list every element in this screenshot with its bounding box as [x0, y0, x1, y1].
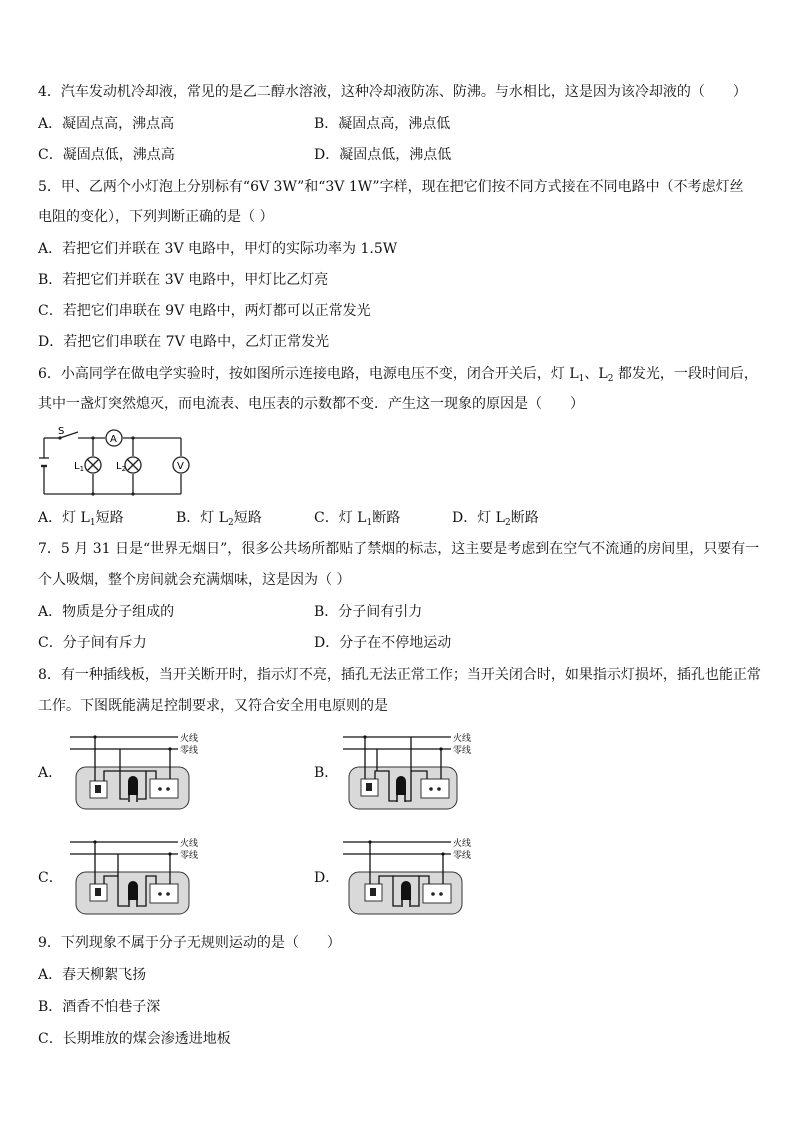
q4-option-d: D．凝固点低，沸点低 — [314, 147, 452, 163]
svg-text:火线: 火线 — [453, 839, 472, 849]
q5-stem-line1: 5．甲、乙两个小灯泡上分别标有“6V 3W”和“3V 1W”字样，现在把它们按不同方式接在不同电路中（不考虑灯丝 — [38, 179, 744, 195]
voltmeter-label: V — [177, 461, 184, 472]
q8-option-d-label: D． — [314, 870, 340, 886]
q7-option-d: D．分子在不停地运动 — [314, 635, 452, 651]
q4-option-c: C．凝固点低，沸点高 — [38, 147, 175, 163]
q9-option-a: A．春天柳絮飞扬 — [38, 967, 147, 983]
q6-option-c: C．灯 $L_1$断路 — [314, 510, 401, 528]
q9-option-b: B．酒香不怕巷子深 — [38, 999, 161, 1015]
q4-option-a: A．凝固点高，沸点高 — [38, 116, 175, 132]
q7-stem-line1: 7．5 月 31 日是“世界无烟日”，很多公共场所都贴了禁烟的标志，这主要是考虑到在空气不流通的房间里，只要有一 — [38, 541, 760, 557]
ammeter-label: A — [110, 434, 117, 445]
q9-stem: 9．下列现象不属于分子无规则运动的是（ ） — [38, 935, 341, 951]
power-strip-diagram-b — [343, 729, 493, 813]
q4-option-b: B．凝固点高，沸点低 — [314, 116, 451, 132]
q5-option-c: C．若把它们串联在 9V 电路中，两灯都可以正常发光 — [38, 303, 371, 319]
svg-text:火线: 火线 — [453, 734, 472, 744]
q6-stem-line2: 其中一盏灯突然熄灭，而电流表、电压表的示数都不变．产生这一现象的原因是（ ） — [38, 396, 584, 412]
svg-text:零线: 零线 — [180, 851, 199, 861]
q8-stem-line2: 工作。下图既能满足控制要求，又符合安全用电原则的是 — [38, 698, 388, 714]
q8-option-a-label: A． — [38, 765, 63, 781]
svg-text:火线: 火线 — [180, 839, 199, 849]
q7-option-a: A．物质是分子组成的 — [38, 604, 175, 620]
q5-option-a: A．若把它们并联在 3V 电路中，甲灯的实际功率为 1.5W — [38, 241, 398, 257]
svg-text:零线: 零线 — [453, 746, 472, 756]
svg-text:火线: 火线 — [180, 734, 199, 744]
q5-option-b: B．若把它们并联在 3V 电路中，甲灯比乙灯亮 — [38, 272, 329, 288]
q9-option-c: C．长期堆放的煤会渗透进地板 — [38, 1031, 231, 1047]
q6-option-a: A．灯 $L_1$短路 — [38, 510, 124, 528]
svg-text:零线: 零线 — [180, 746, 199, 756]
switch-label: S — [58, 426, 65, 437]
lamp2-label: $L_2$ — [116, 461, 127, 473]
q8-option-b-label: B． — [314, 765, 339, 781]
power-strip-diagram-c — [70, 834, 220, 918]
svg-text:零线: 零线 — [453, 851, 472, 861]
q6-stem-line1: 6．小高同学在做电学实验时，按如图所示连接电路，电源电压不变，闭合开关后，灯 $L_1$、$L_2$ 都发光，一段时间后， — [38, 366, 758, 384]
circuit-diagram — [38, 424, 198, 498]
q8-stem-line1: 8．有一种插线板，当开关断开时，指示灯不亮，插孔无法正常工作；当开关闭合时，如果指示灯损坏，插孔也能正常 — [38, 667, 761, 683]
q7-option-c: C．分子间有斥力 — [38, 635, 147, 651]
q6-option-b: B．灯 $L_2$短路 — [176, 510, 262, 528]
q5-stem-line2: 电阻的变化），下列判断正确的是（ ） — [38, 209, 274, 225]
q4-stem: 4．汽车发动机冷却液，常见的是乙二醇水溶液，这种冷却液防冻、防沸。与水相比，这是因为该冷却液的（ ） — [38, 84, 747, 100]
q7-option-b: B．分子间有引力 — [314, 604, 423, 620]
power-strip-diagram-a — [70, 729, 220, 813]
q8-option-c-label: C． — [38, 870, 63, 886]
lamp1-label: $L_1$ — [74, 461, 85, 473]
q5-option-d: D．若把它们串联在 7V 电路中，乙灯正常发光 — [38, 334, 330, 350]
q6-option-d: D．灯 $L_2$断路 — [452, 510, 539, 528]
power-strip-diagram-d — [343, 834, 493, 918]
q7-stem-line2: 个人吸烟，整个房间就会充满烟味，这是因为（ ） — [38, 572, 351, 588]
